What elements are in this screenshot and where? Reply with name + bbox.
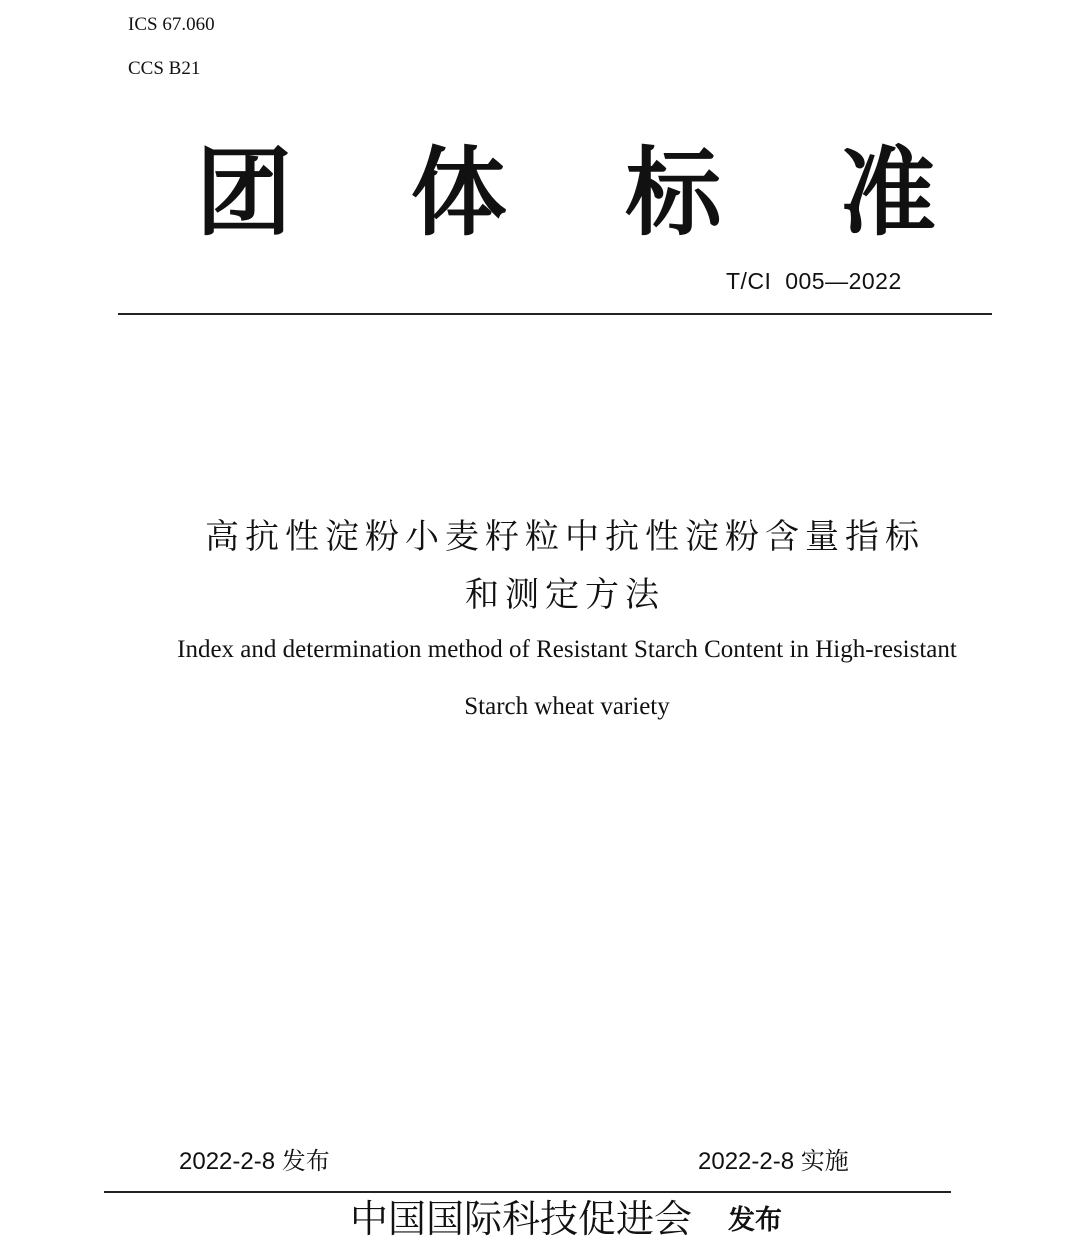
english-title-line-1: Index and determination method of Resistant Starch Content in High-resistant [177,636,957,663]
publish-date: 2022-2-8 发布 [179,1148,330,1175]
ics-code: ICS 67.060 [128,14,215,35]
publisher-action: 发布 [728,1205,782,1236]
publisher-name: 中国国际科技促进会 [350,1197,693,1241]
standard-type-char: 准 [839,136,936,249]
english-title-line-2: Starch wheat variety [464,693,670,720]
bottom-divider [104,1191,951,1193]
implementation-date: 2022-2-8 实施 [698,1148,849,1175]
chinese-title-line-1: 高抗性淀粉小麦籽粒中抗性淀粉含量指标 [205,517,925,557]
chinese-title-line-2: 和测定方法 [465,575,665,615]
standard-type-char: 标 [625,136,722,249]
standard-type-char: 团 [196,136,292,249]
standard-type-heading [118,138,992,248]
standard-type-char: 体 [410,136,507,249]
ccs-code: CCS B21 [128,58,201,79]
standard-number: T/CI 005—2022 [726,268,902,294]
top-divider [118,313,992,315]
